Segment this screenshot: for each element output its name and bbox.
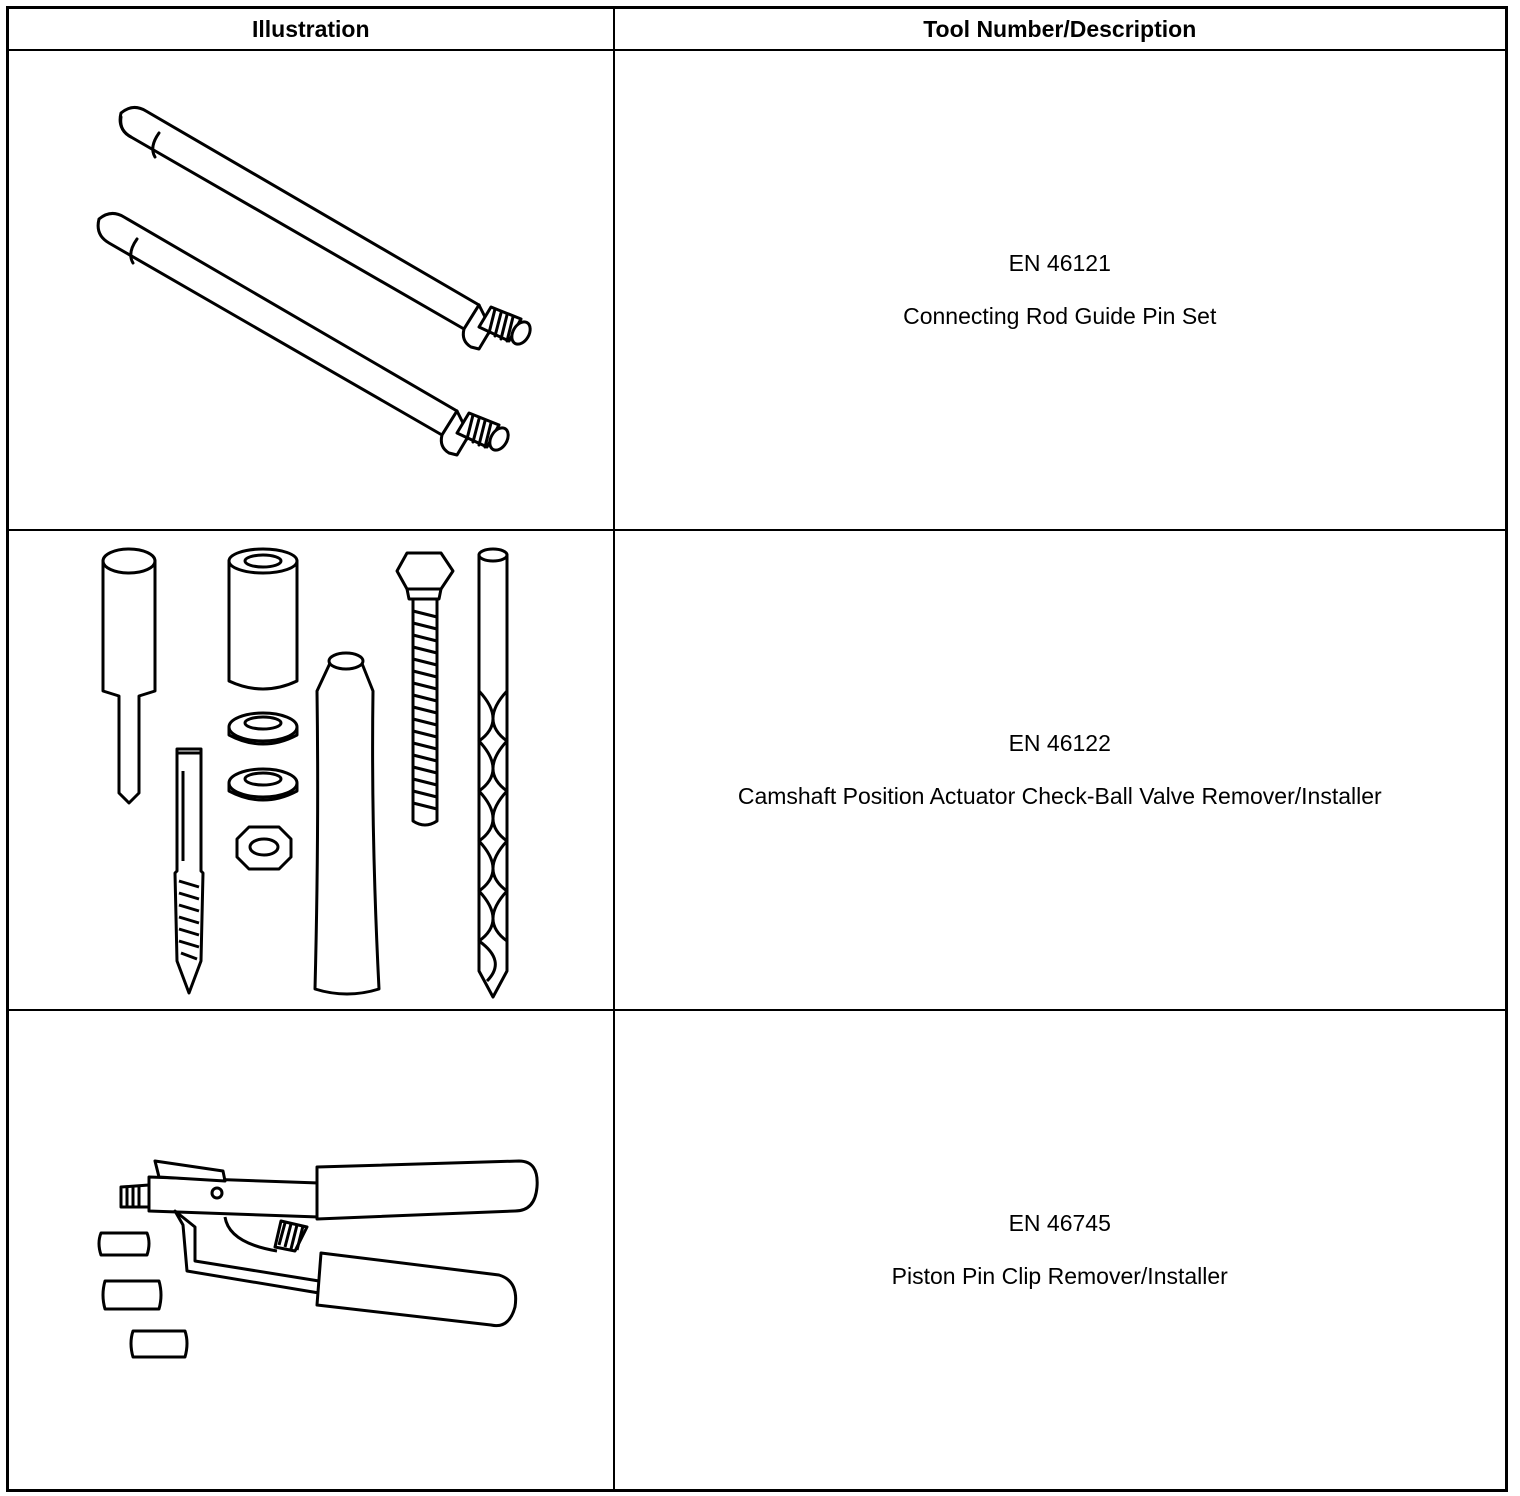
tool-description: Piston Pin Clip Remover/Installer xyxy=(891,1263,1228,1289)
tool-description: Camshaft Position Actuator Check-Ball Valve Remover/Installer xyxy=(737,783,1382,809)
tool-description-cell xyxy=(614,530,1507,1010)
tool-table xyxy=(6,6,1508,1492)
tool-number: EN 46121 xyxy=(1008,250,1111,276)
table-row xyxy=(8,50,1507,530)
header-illustration: Illustration xyxy=(8,8,614,51)
piston-pin-clip-pliers-icon xyxy=(9,1011,615,1489)
tool-description-cell xyxy=(614,1010,1507,1491)
check-ball-valve-tool-kit-icon xyxy=(9,531,615,1009)
header-tool-description: Tool Number/Description xyxy=(614,8,1507,51)
tool-number: EN 46122 xyxy=(1008,730,1111,756)
tool-number: EN 46745 xyxy=(1008,1210,1111,1236)
table-row xyxy=(8,1010,1507,1491)
illustration-cell xyxy=(8,1010,614,1491)
illustration-cell xyxy=(8,50,614,530)
tool-description-cell xyxy=(614,50,1507,530)
header-row xyxy=(8,8,1507,51)
guide-pins-icon xyxy=(9,51,615,529)
illustration-cell xyxy=(8,530,614,1010)
tool-description: Connecting Rod Guide Pin Set xyxy=(903,303,1217,329)
table-row xyxy=(8,530,1507,1010)
